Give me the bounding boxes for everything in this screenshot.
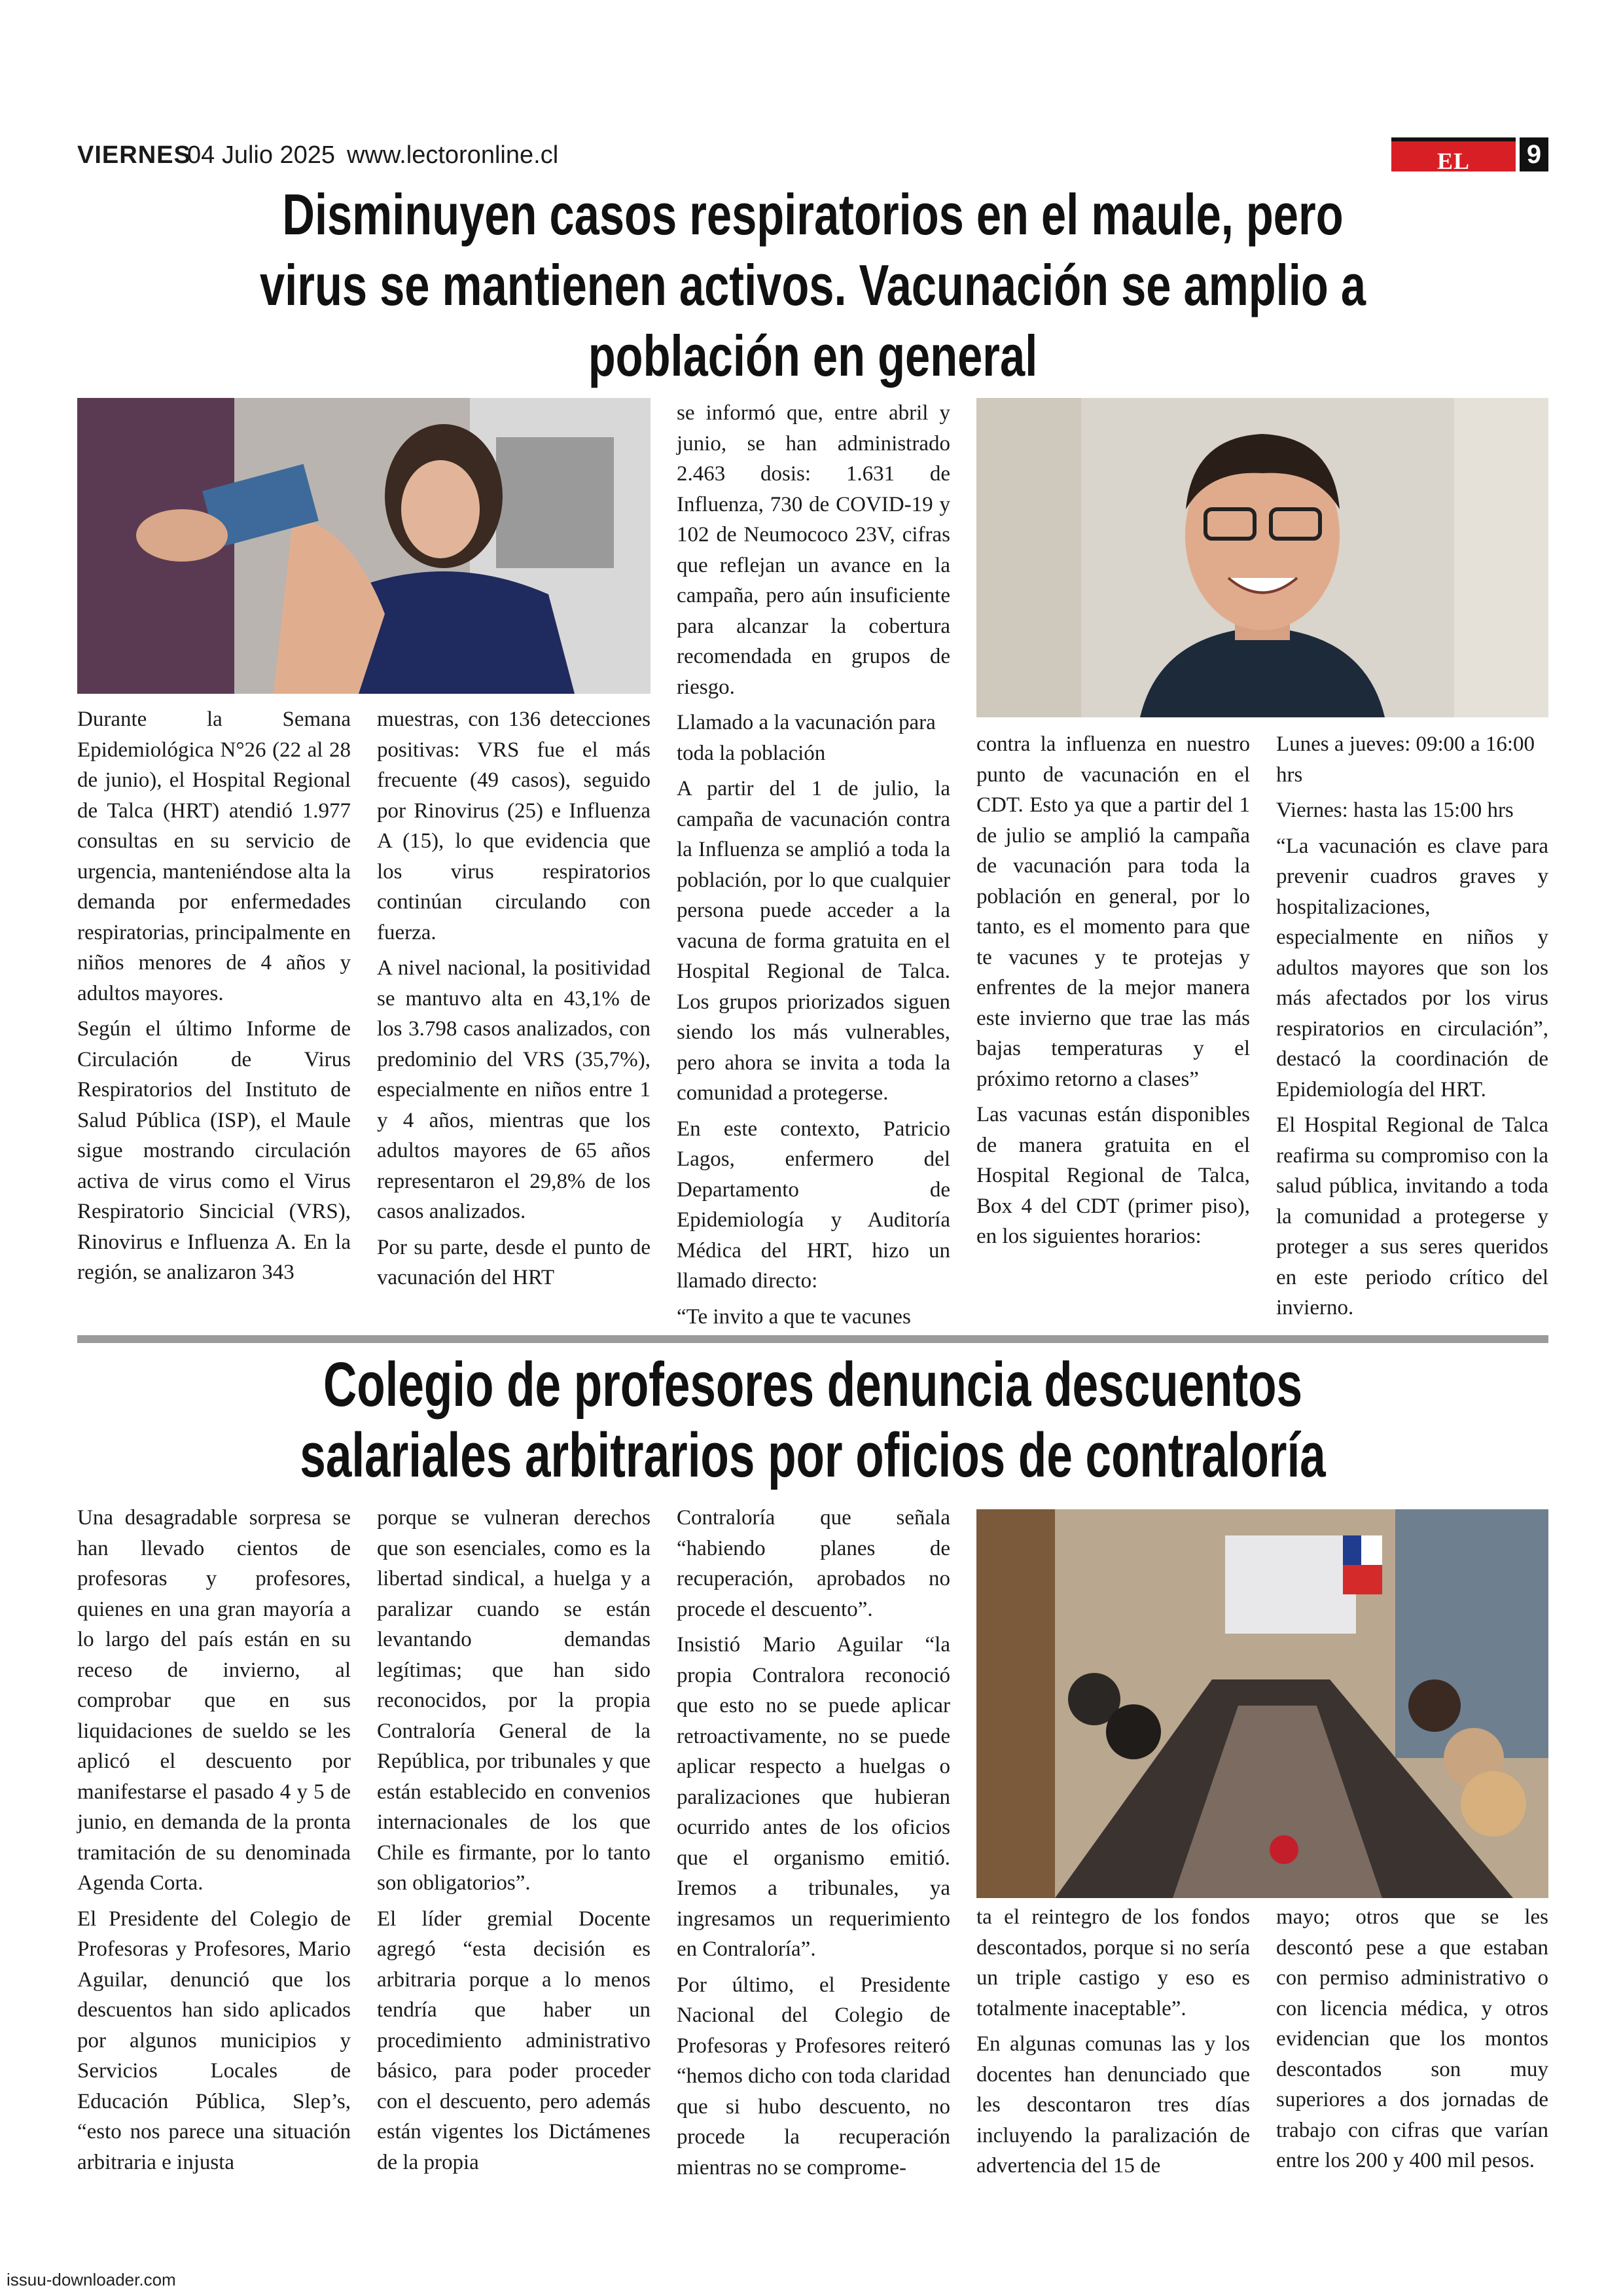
article2-column-2	[377, 1503, 651, 2183]
article1-column-2	[377, 704, 651, 1299]
paragraph: El líder gremial Docente agregó “esta decisión es arbitraria porque a lo menos tendría que haber un procedimiento administrativo básico, para poder proceder con el descuento, pero además están vigentes los Dictámenes de la propia	[377, 1907, 651, 2174]
paragraph: El Presidente del Colegio de Profesoras y Profesores, Mario Aguilar, denunció que los descuentos han sido aplicados por algunos municipios y Servicios Locales de Educación Pública, Slep’s, “esto nos parece una situación arbitraria e injusta	[77, 1907, 351, 2174]
article1-column-1	[77, 704, 351, 1293]
paragraph: En este contexto, Patricio Lagos, enfermero del Departamento de Epidemiología y Auditoría Médica del HRT, hizo un llamado directo:	[677, 1117, 950, 1293]
paragraph: mayo; otros que se les descontó pese a que estaban con permiso administrativo o con licencia médica, y otros evidencian que los montos descontados son muy superiores a dos jornadas de trabajo con cifras que varían entre los 200 y 400 mil pesos.	[1276, 1905, 1548, 2172]
paragraph: porque se vulneran derechos que son esenciales, como es la libertad sindical, a huelga y a paralizar cuando se están levantando demandas legítimas; que han sido reconocidos, por la propia Contraloría General de la República, por tribunales y que están establecido en convenios internacionales de los que Chile es firmante, por lo tanto son obligatorios”.	[377, 1506, 651, 1895]
nurse-portrait-photo	[976, 398, 1548, 717]
paragraph: A nivel nacional, la positividad se mantuvo alta en 43,1% de los 3.798 casos analizados, con predominio del VRS (35,7%), especialmente en niños entre 1 y 4 años, mientras que los adultos mayores de 65 años representaron el 29,8% de los casos analizados.	[377, 956, 651, 1223]
paragraph: “La vacunación es clave para prevenir cuadros graves y hospitalizaciones, especialmente en niños y adultos mayores que son los más afectados por los virus respiratorios en circulación”, destacó la coordinación de Epidemiología del HRT.	[1276, 834, 1548, 1102]
article1-headline: Disminuyen casos respiratorios en el maule, pero virus se mantienen activos. Vacunación se amplio a población en general	[260, 182, 1366, 388]
paragraph: Por su parte, desde el punto de vacunación del HRT	[377, 1235, 651, 1289]
article1-column-4	[976, 729, 1250, 1257]
subheading: Llamado a la vacunación para toda la población	[677, 711, 936, 765]
paragraph: “Te invito a que te vacunes	[677, 1304, 911, 1329]
article1-column-5	[1276, 729, 1548, 1329]
paragraph: Por último, el Presidente Nacional del Colegio de Profesoras y Profesores reiteró “hemos dicho con toda claridad que si hubo descuento, no procede la recuperación mientras no se comprome-	[677, 1973, 950, 2179]
article2-headline: Colegio de profesores denuncia descuentos salariales arbitrarios por oficios de contraloría	[300, 1350, 1326, 1490]
paragraph: Insistió Mario Aguilar “la propia Contralora reconoció que esto no se puede aplicar retroactivamente, no se puede aplicar respecto a huelgas o paralizaciones que hubieran ocurrido antes de los oficios que el organismo emitió. Iremos a tribunales, ya ingresamos un requerimiento en Contraloría”.	[677, 1633, 950, 1961]
meeting-photo	[976, 1509, 1548, 1898]
page-header	[77, 137, 1548, 213]
paragraph: contra la influenza en nuestro punto de vacunación en el CDT. Esto ya que a partir del 1 de julio se amplió la campaña de vacunación para toda la población en general, por lo tanto, es el momento para que te vacunes y te protejas y enfrentes de la mejor manera este invierno que trae las más bajas temperaturas y el próximo retorno a clases”	[976, 732, 1250, 1091]
paragraph: ta el reintegro de los fondos descontados, porque si no sería un triple castigo y eso es totalmente inaceptable”.	[976, 1905, 1250, 2020]
article2-column-1	[77, 1503, 351, 2183]
schedule-friday: Viernes: hasta las 15:00 hrs	[1276, 798, 1514, 822]
section-divider	[77, 1335, 1548, 1343]
page-number: 9	[1520, 137, 1548, 171]
paragraph: Una desagradable sorpresa se han llevado cientos de profesoras y profesores, quienes en una gran mayoría a lo largo del país están en su receso de invierno, al comprobar que en sus liquidaciones de sueldo se les aplicó el descuento por manifestarse el pasado 4 y 5 de junio, en demanda de la pronta tramitación de su denominada Agenda Corta.	[77, 1506, 351, 1895]
paragraph: Contraloría que señala “habiendo planes de recuperación, aprobados no procede el descuento”.	[677, 1506, 950, 1621]
paragraph: A partir del 1 de julio, la campaña de vacunación contra la Influenza se amplió a toda la población, por lo que cualquier persona puede acceder a la vacuna de forma gratuita en el Hospital Regional de Talca. Los grupos priorizados siguen siendo los más vulnerables, pero ahora se invita a toda la comunidad a protegerse.	[677, 777, 950, 1105]
header-url[interactable]: www.lectoronline.cl	[347, 141, 559, 169]
paragraph: Durante la Semana Epidemiológica N°26 (22 al 28 de junio), el Hospital Regional de Talca (HRT) atendió 1.977 consultas en su servicio de urgencia, manteniéndose alta la demanda por enfermedades respiratorias, principalmente en niños menores de 4 años y adultos mayores.	[77, 708, 351, 1005]
paragraph: Según el último Informe de Circulación de Virus Respiratorios del Instituto de Salud Pública (ISP), el Maule sigue mostrando circulación activa de virus como el Virus Respiratorio Sincicial (VRS), Rinovirus e Influenza A. En la región, se analizaron 343	[77, 1017, 351, 1284]
paragraph: Las vacunas están disponibles de manera gratuita en el Hospital Regional de Talca, Box 4 del CDT (primer piso), en los siguientes horarios:	[976, 1103, 1250, 1248]
article1-column-3	[677, 398, 950, 1337]
schedule-weekdays: Lunes a jueves: 09:00 a 16:00 hrs	[1276, 732, 1535, 787]
paragraph: muestras, con 136 detecciones positivas: VRS fue el más frecuente (49 casos), seguido por Rinovirus (25) e Influenza A (15), lo que evidencia que los virus respiratorios continúan circulando con fuerza.	[377, 708, 651, 944]
article2-column-5	[1276, 1902, 1548, 2181]
article2-column-4	[976, 1902, 1250, 2187]
footer-watermark: issuu-downloader.com	[7, 2270, 176, 2289]
paragraph: El Hospital Regional de Talca reafirma su compromiso con la salud pública, invitando a toda la comunidad a protegerse y proteger a sus seres queridos en este periodo crítico del invierno.	[1276, 1113, 1548, 1319]
newspaper-logo: EL LECTOR	[1391, 137, 1516, 171]
article2-column-3	[677, 1503, 950, 2188]
header-date: 04 Julio 2025	[187, 141, 336, 169]
vaccination-photo	[77, 398, 651, 694]
header-day: VIERNES	[77, 141, 191, 169]
paragraph: se informó que, entre abril y junio, se han administrado 2.463 dosis: 1.631 de Influenza, 730 de COVID-19 y 102 de Neumococo 23V, cifras que reflejan un avance en la campaña, pero aún insuficiente para alcanzar la cobertura recomendada en grupos de riesgo.	[677, 401, 950, 699]
paragraph: En algunas comunas las y los docentes han denunciado que les descontaron tres días incluyendo la paralización de advertencia del 15 de	[976, 2032, 1250, 2178]
